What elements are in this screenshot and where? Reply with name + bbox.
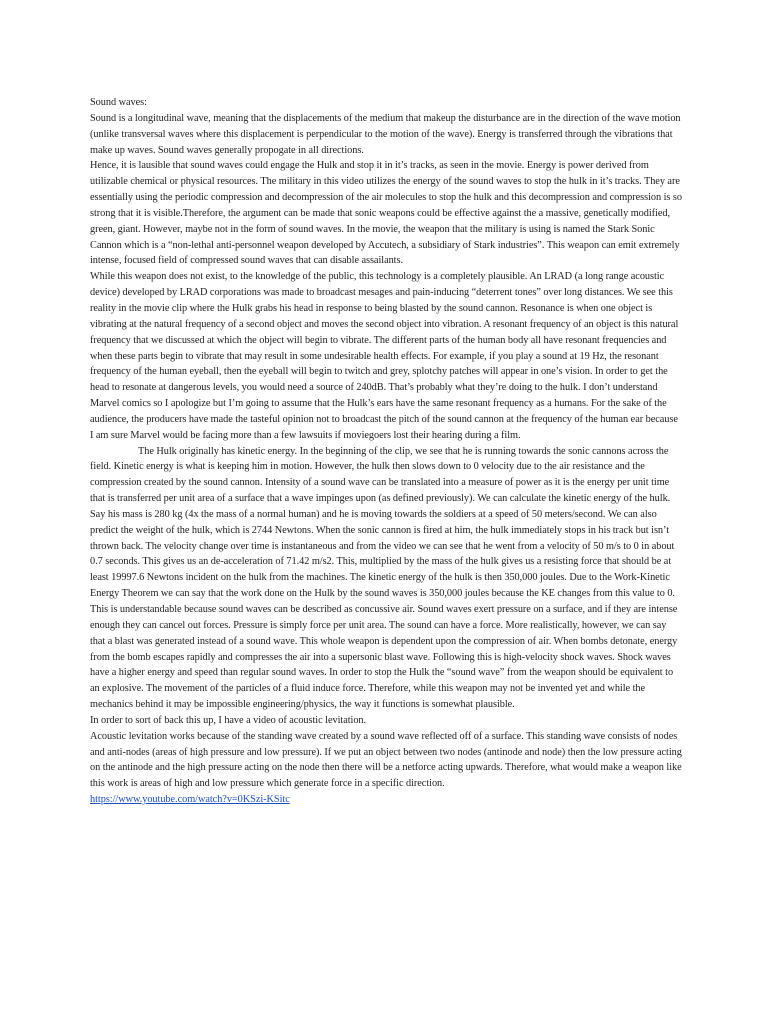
section-heading: Sound waves: <box>90 97 147 108</box>
document-body <box>90 95 682 808</box>
link-line <box>90 792 682 808</box>
paragraph-hulk-sonic-cannon: Hence, it is lausible that sound waves could engage the Hulk and stop it in it’s tracks, as seen in the movie. Energy is power derived from utilizable chemical or physical resources. The military in this video utilizes the energy of the sound waves to stop the hulk in it’s tracks. They are essentially using the periodic compression and decompression of the air molecules to stop the hulk and this decompression and compression is so strong that it is visible.Therefore, the argument can be made that sonic weapons could be effective against the a massive, genetically modified, green, giant. However, maybe not in the form of sound waves. In the movie, the weapon that the military is using is named the Stark Sonic Cannon which is a “non-lethal anti-personnel weapon developed by Accutech, a subsidiary of Stark industries”. This weapon can emit extremely intense, focused field of compressed sound waves that can disable assailants. <box>90 160 682 267</box>
paragraph-kinetic-energy: The Hulk originally has kinetic energy. In the beginning of the clip, we see that he is running towards the sonic cannons across the field. Kinetic energy is what is keeping him in motion. However, the hulk then slows down to 0 velocity due to the air resistance and the compression created by the sound cannon. Intensity of a sound wave can be translated into a measure of power as it is the energy per unit time that is transferred per unit area of a surface that a wave impinges upon (as defined previously). We can calculate the kinetic energy of the hulk. Say his mass is 280 kg (4x the mass of a normal human) and he is moving towards the soldiers at a speed of 50 meters/second. We can also predict the weight of the hulk, which is 2744 Newtons. When the sonic cannon is fired at him, the hulk immediately stops in his track but isn’t thrown back. The velocity change over time is instantaneous and from the video we can see that he went from a velocity of 50 m/s to 0 in about 0.7 seconds. This gives us an de-acceleration of 71.42 m/s2. This, multiplied by the mass of the hulk gives us a resisting force that should be at least 19997.6 Newtons incident on the hulk from the machines. The kinetic energy of the hulk is then 350,000 joules. Due to the Work-Kinetic Energy Theorem we can say that the work done on the Hulk by the sound waves is 350,000 joules because the KE changes from this value to 0. This is understandable because sound waves can be described as concussive air. Sound waves exert pressure on a surface, and if they are intense enough they can cancel out forces. Pressure is simply force per unit area. The sound can have a force. More realistically, however, we can say that a blast was generated instead of a sound wave. This whole weapon is dependent upon the compression of air. When bombs detonate, energy from the bomb escapes rapidly and compresses the air into a supersonic blast wave. Following this is high-velocity shock waves. Shock waves have a higher energy and speed than regular sound waves. In order to stop the Hulk the “sound wave” from the weapon should be equivalent to an explosive. The movement of the particles of a fluid induce force. Therefore, while this weapon may not be invented yet and while the mechanics behind it may be impossible engineering/physics, the way it functions is somewhat plausible. <box>90 445 678 711</box>
paragraph-sound-wave-definition: Sound is a longitudinal wave, meaning that the displacements of the medium that makeup the disturbance are in the direction of the wave motion (unlike transversal waves where this displacement is perpendicular to the motion of the wave). Energy is transferred through the vibrations that make up waves. Sound waves generally propogate in all directions. <box>90 112 681 156</box>
paragraph-acoustic-levitation: Acoustic levitation works because of the standing wave created by a sound wave reflected off of a surface. This standing wave consists of nodes and anti-nodes (areas of high pressure and low pressure). If we put an object between two nodes (antinode and node) then the low pressure acting on the antinode and the high pressure acting on the node then there will be a netforce acting upwards. Therefore, what would make a weapon like this work is areas of high and low pressure which generate force in a specific direction. <box>90 730 682 790</box>
paragraph-lrad-resonance: While this weapon does not exist, to the knowledge of the public, this technology is a completely plausible. An LRAD (a long range acoustic device) developed by LRAD corporations was made to broadcast mesages and pain-inducing “deterrent tones” over long distances. We see this reality in the movie clip where the Hulk grabs his head in response to being blasted by the sound cannon. Resonance is when one object is vibrating at the natural frequency of a second object and moves the second object into vibration. A resonant frequency of an object is this natural frequency that we discussed at which the object will begin to vibrate. The different parts of the human body all have resonant frequencies and when these parts begin to vibrate that may result in some undesirable health effects. For example, if you play a sound at 19 Hz, the resonant frequency of the human eyeball, then the eyeball will begin to twitch and grey, splotchy patches will appear in one’s vision. In order to get the head to resonate at dangerous levels, you would need a source of 240dB. That’s probably what they’re doing to the hulk. I don’t understand Marvel comics so I apologize but I’m going to assume that the Hulk’s ears have the same resonant frequency as a humans. For the sake of the audience, the producers have made the tasteful opinion not to broadcast the pitch of the sound cannon at the frequency of the human ear because I am sure Marvel would be facing more than a few lawsuits if moviegoers lost their hearing during a film. <box>90 271 679 441</box>
youtube-link[interactable]: https://www.youtube.com/watch?v=0KSzi-KSitc <box>90 794 290 806</box>
paragraph-levitation-intro: In order to sort of back this up, I have a video of acoustic levitation. <box>90 714 367 726</box>
